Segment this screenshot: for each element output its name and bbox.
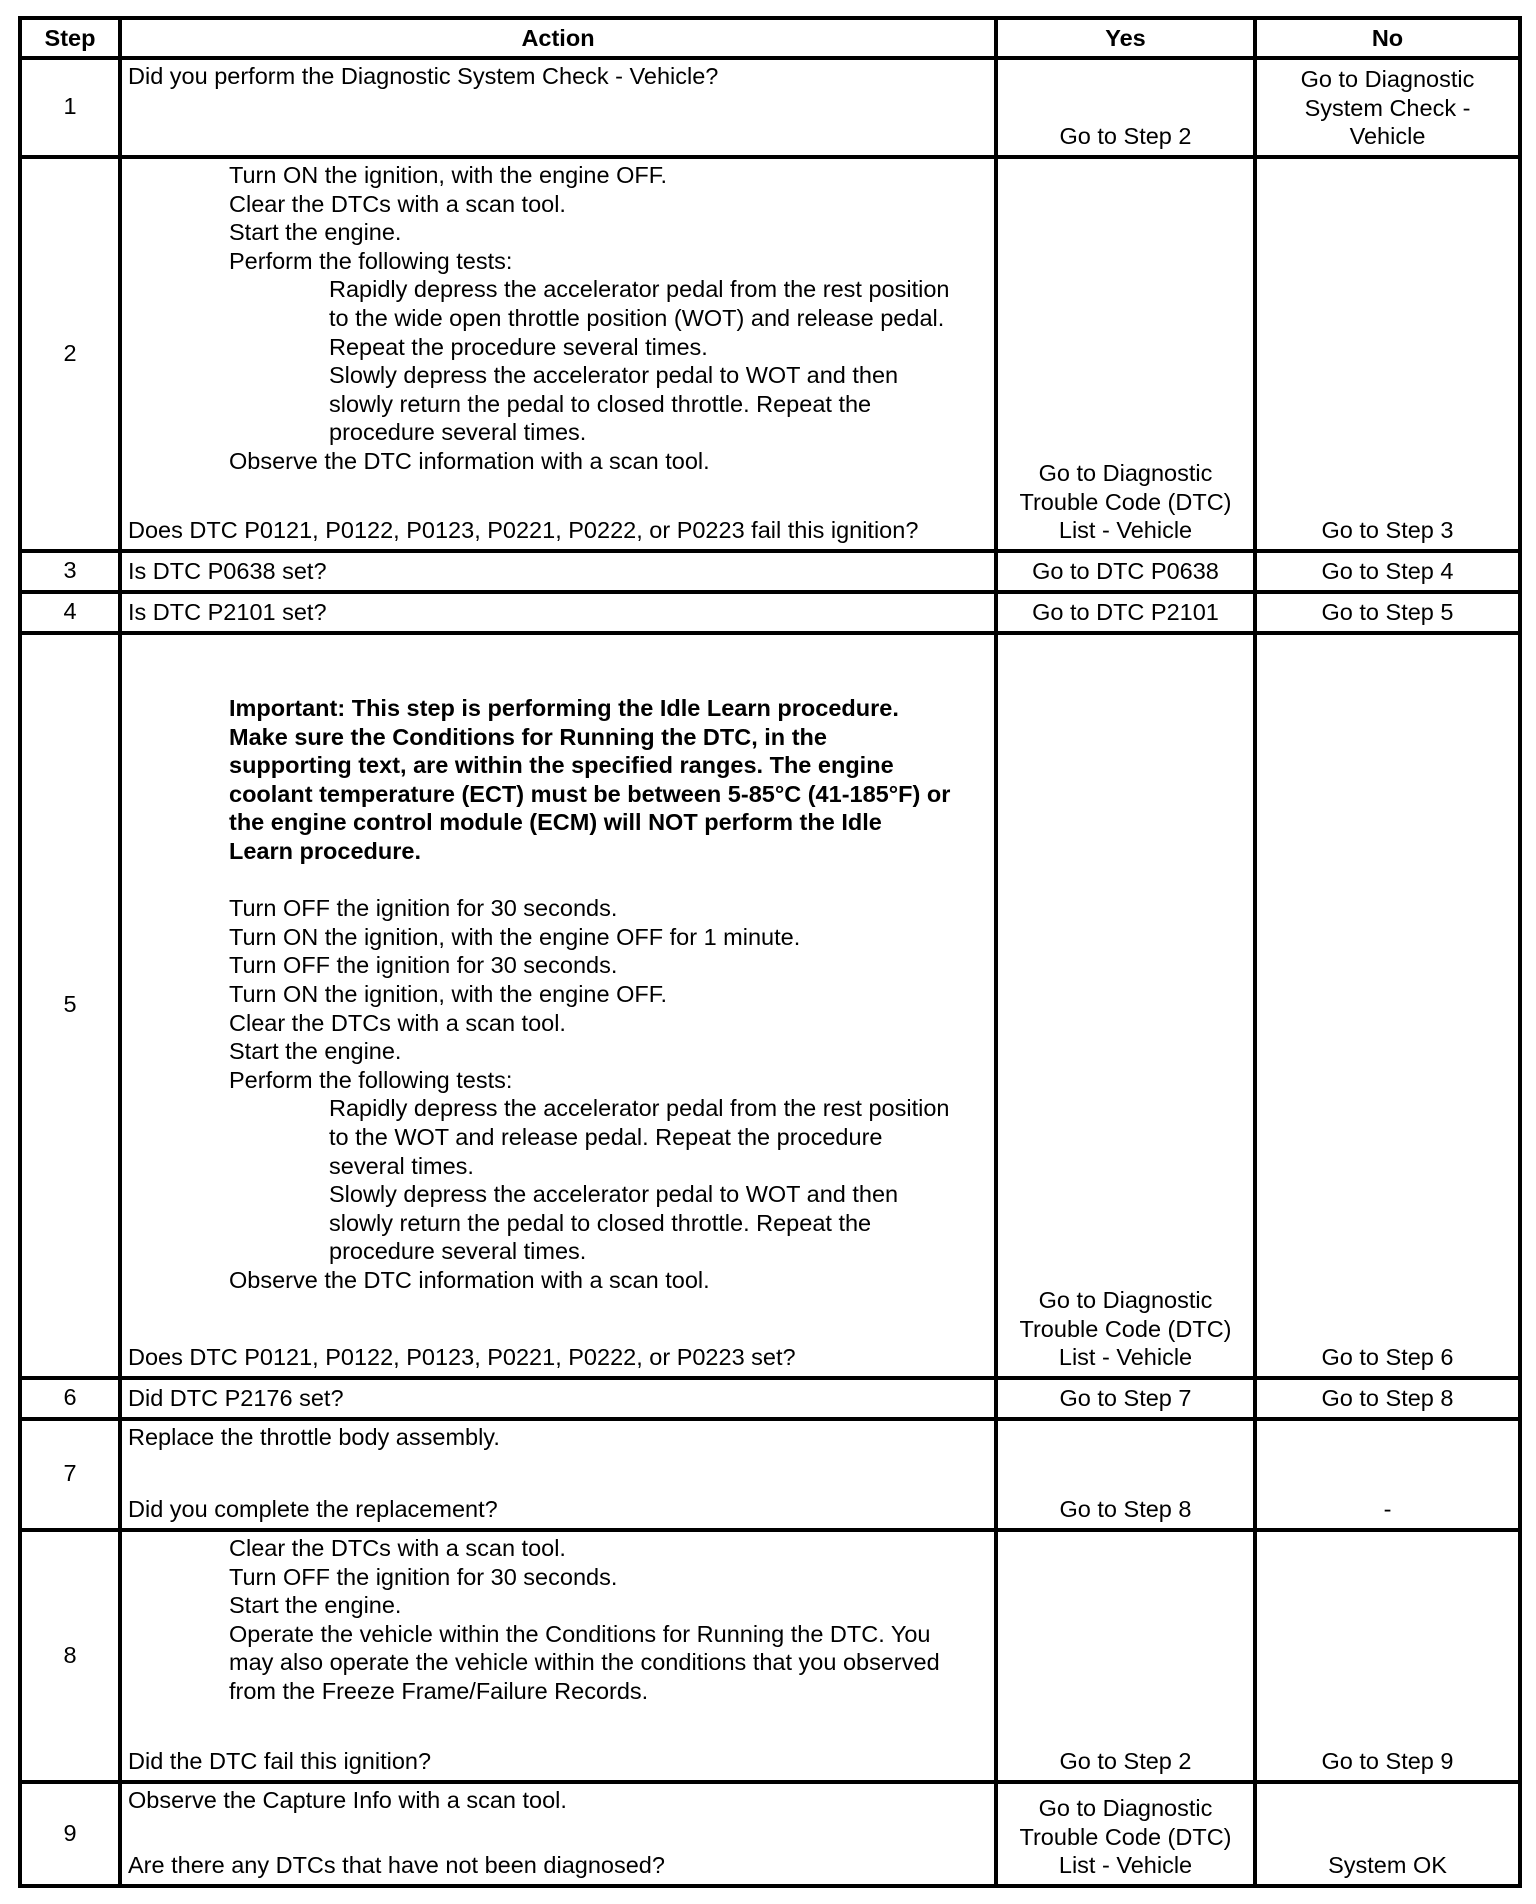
action-question: Did you complete the replacement? xyxy=(128,1496,498,1523)
action-line: Repeat the procedure several times. xyxy=(329,333,708,360)
action-cell xyxy=(120,1378,996,1419)
action-line: Turn ON the ignition, with the engine OFF. xyxy=(229,980,668,1007)
action-line: Operate the vehicle within the Conditions for Running the DTC. You xyxy=(229,1620,931,1647)
table-row xyxy=(20,551,1520,592)
action-line: slowly return the pedal to closed throttle. Repeat the xyxy=(329,1209,872,1236)
yes-cell xyxy=(996,1419,1255,1530)
action-line: Observe the Capture Info with a scan tool. xyxy=(128,1787,567,1813)
yes-link-line[interactable]: Trouble Code (DTC) xyxy=(1019,488,1232,515)
important-note-line: the engine control module (ECM) will NOT perform the Idle xyxy=(229,809,882,836)
step-number: 1 xyxy=(20,58,120,157)
yes-link[interactable]: Go to Step 2 xyxy=(1059,123,1192,150)
important-note-line: Important: This step is performing the Idle Learn procedure. xyxy=(229,695,899,721)
table-row xyxy=(20,633,1520,1378)
yes-link-line[interactable]: List - Vehicle xyxy=(1058,1344,1193,1371)
header-no: No xyxy=(1255,18,1520,58)
no-link[interactable]: Go to Step 6 xyxy=(1321,1344,1454,1371)
step-number: 5 xyxy=(20,633,120,1378)
important-note-line: coolant temperature (ECT) must be between 5-85°C (41-185°F) or xyxy=(229,780,951,807)
action-question: Is DTC P2101 set? xyxy=(128,599,327,626)
yes-link-line[interactable]: Trouble Code (DTC) xyxy=(1019,1823,1232,1850)
header-yes: Yes xyxy=(996,18,1255,58)
action-cell xyxy=(120,1419,996,1530)
yes-link[interactable]: Go to Step 7 xyxy=(1059,1385,1192,1412)
important-note-line: Make sure the Conditions for Running the DTC, in the xyxy=(229,723,827,750)
yes-link-line[interactable]: Go to Diagnostic xyxy=(1038,460,1213,487)
action-line: Observe the DTC information with a scan tool. xyxy=(229,447,710,474)
header-step: Step xyxy=(20,18,120,58)
yes-link-line[interactable]: List - Vehicle xyxy=(1058,517,1193,544)
action-cell xyxy=(120,157,996,551)
yes-link-line[interactable]: Go to Diagnostic xyxy=(1038,1795,1213,1822)
no-cell xyxy=(1255,592,1520,633)
yes-link-line[interactable]: Trouble Code (DTC) xyxy=(1019,1315,1232,1342)
action-question: Does DTC P0121, P0122, P0123, P0221, P0222, or P0223 set? xyxy=(128,1344,796,1371)
yes-link[interactable]: Go to Step 2 xyxy=(1059,1748,1192,1775)
step-number: 9 xyxy=(20,1782,120,1886)
yes-link[interactable]: Go to Step 8 xyxy=(1059,1496,1192,1523)
action-line: slowly return the pedal to closed throttle. Repeat the xyxy=(329,390,872,417)
important-note-line: supporting text, are within the specified ranges. The engine xyxy=(229,752,894,779)
action-question: Is DTC P0638 set? xyxy=(128,558,327,585)
action-line: several times. xyxy=(329,1152,474,1179)
action-line: Start the engine. xyxy=(229,219,402,246)
action-line: Rapidly depress the accelerator pedal from the rest position xyxy=(329,1095,950,1122)
action-line: to the wide open throttle position (WOT) and release pedal. xyxy=(329,304,945,331)
no-cell xyxy=(1255,551,1520,592)
no-cell xyxy=(1255,633,1520,1378)
action-line: Perform the following tests: xyxy=(229,247,513,274)
yes-cell xyxy=(996,1378,1255,1419)
action-cell xyxy=(120,592,996,633)
action-line: Clear the DTCs with a scan tool. xyxy=(229,190,566,217)
yes-cell xyxy=(996,1782,1255,1886)
yes-link-line[interactable]: Go to Diagnostic xyxy=(1038,1287,1213,1314)
action-question: Did DTC P2176 set? xyxy=(128,1385,344,1412)
action-question: Did you perform the Diagnostic System Check - Vehicle? xyxy=(128,63,719,89)
yes-cell xyxy=(996,592,1255,633)
step-number: 3 xyxy=(20,551,120,592)
yes-cell xyxy=(996,1530,1255,1782)
no-link-line[interactable]: Vehicle xyxy=(1349,123,1426,150)
action-line: procedure several times. xyxy=(329,419,587,446)
action-cell xyxy=(120,1782,996,1886)
yes-link[interactable]: Go to DTC P0638 xyxy=(1032,558,1219,585)
no-link[interactable]: Go to Step 9 xyxy=(1321,1748,1454,1775)
yes-cell xyxy=(996,551,1255,592)
important-note-line: Learn procedure. xyxy=(229,837,421,864)
yes-cell xyxy=(996,633,1255,1378)
table-row xyxy=(20,1378,1520,1419)
step-number: 7 xyxy=(20,1419,120,1530)
no-link-line[interactable]: Go to Diagnostic xyxy=(1300,66,1475,93)
table-row xyxy=(20,1782,1520,1886)
no-value: System OK xyxy=(1328,1852,1447,1879)
table-row xyxy=(20,1530,1520,1782)
step-number: 8 xyxy=(20,1530,120,1782)
no-cell xyxy=(1255,1530,1520,1782)
action-line: may also operate the vehicle within the conditions that you observed xyxy=(229,1649,940,1676)
header-row xyxy=(20,18,1520,58)
action-question: Are there any DTCs that have not been diagnosed? xyxy=(128,1852,665,1879)
action-line: Observe the DTC information with a scan tool. xyxy=(229,1266,710,1293)
diagnostic-table xyxy=(18,16,1522,1888)
no-link[interactable]: Go to Step 8 xyxy=(1321,1385,1454,1412)
action-line: Turn OFF the ignition for 30 seconds. xyxy=(229,952,618,979)
no-cell xyxy=(1255,58,1520,157)
no-link[interactable]: Go to Step 3 xyxy=(1321,517,1454,544)
action-cell xyxy=(120,633,996,1378)
action-line: Turn ON the ignition, with the engine OFF. xyxy=(229,162,668,188)
step-number: 6 xyxy=(20,1378,120,1419)
no-cell xyxy=(1255,1419,1520,1530)
yes-link[interactable]: Go to DTC P2101 xyxy=(1032,599,1219,626)
action-line: Clear the DTCs with a scan tool. xyxy=(229,1535,566,1561)
table-row xyxy=(20,1419,1520,1530)
yes-link-line[interactable]: List - Vehicle xyxy=(1058,1852,1193,1879)
no-cell xyxy=(1255,1782,1520,1886)
no-link[interactable]: Go to Step 5 xyxy=(1321,599,1454,626)
no-link[interactable]: Go to Step 4 xyxy=(1321,558,1454,585)
action-line: Turn OFF the ignition for 30 seconds. xyxy=(229,895,618,922)
action-line: Start the engine. xyxy=(229,1038,402,1065)
table-row xyxy=(20,592,1520,633)
action-line: Slowly depress the accelerator pedal to WOT and then xyxy=(329,362,899,389)
header-action: Action xyxy=(120,18,996,58)
action-cell xyxy=(120,551,996,592)
yes-cell xyxy=(996,157,1255,551)
action-line: Clear the DTCs with a scan tool. xyxy=(229,1009,566,1036)
table-row xyxy=(20,157,1520,551)
action-line: procedure several times. xyxy=(329,1238,587,1265)
action-line: Perform the following tests: xyxy=(229,1066,513,1093)
action-line: Replace the throttle body assembly. xyxy=(128,1424,500,1450)
yes-cell xyxy=(996,58,1255,157)
action-line: to the WOT and release pedal. Repeat the procedure xyxy=(329,1123,883,1150)
no-value: - xyxy=(1383,1496,1392,1523)
action-line: Slowly depress the accelerator pedal to WOT and then xyxy=(329,1181,899,1208)
action-line: Start the engine. xyxy=(229,1592,402,1619)
action-line: from the Freeze Frame/Failure Records. xyxy=(229,1677,649,1704)
action-line: Turn ON the ignition, with the engine OFF for 1 minute. xyxy=(229,923,801,950)
action-cell xyxy=(120,1530,996,1782)
action-question: Does DTC P0121, P0122, P0123, P0221, P0222, or P0223 fail this ignition? xyxy=(128,517,919,544)
no-link-line[interactable]: System Check - xyxy=(1304,94,1471,121)
action-question: Did the DTC fail this ignition? xyxy=(128,1748,432,1775)
step-number: 2 xyxy=(20,157,120,551)
table-row xyxy=(20,58,1520,157)
step-number: 4 xyxy=(20,592,120,633)
no-cell xyxy=(1255,1378,1520,1419)
action-cell xyxy=(120,58,996,157)
no-cell xyxy=(1255,157,1520,551)
action-line: Rapidly depress the accelerator pedal from the rest position xyxy=(329,276,950,303)
action-line: Turn OFF the ignition for 30 seconds. xyxy=(229,1563,618,1590)
